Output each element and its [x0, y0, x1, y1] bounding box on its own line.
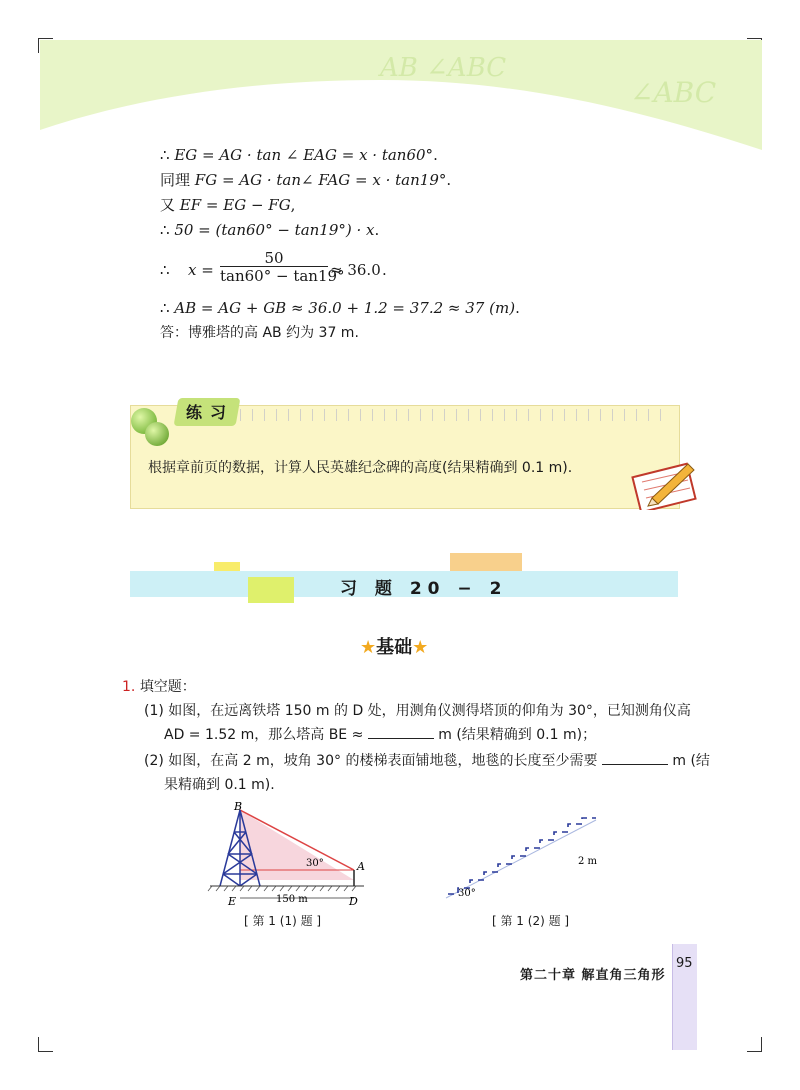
question-1-title: 1. 填空题：: [122, 679, 196, 695]
solution-line-2: 同理 FG = AG · tan∠ FAG = x · tan19°.: [160, 171, 452, 189]
question-number: 1.: [122, 679, 136, 695]
figure-tower: [206, 798, 368, 910]
question-1-part-2-line-1: (2) 如图，在高 2 m，坡角 30° 的楼梯表面铺地毯，地毯的长度至少需要 m (结: [144, 753, 710, 769]
label-D: D: [349, 895, 358, 908]
label-A: A: [357, 860, 365, 873]
question-1-part-2-line-2: 果精确到 0.1 m).: [164, 777, 275, 793]
label-E: E: [228, 895, 237, 908]
figure-2-caption: [ 第 1 (2) 题 ]: [492, 914, 570, 928]
page-number: 95: [676, 956, 693, 971]
ball-icon: [145, 422, 169, 446]
header-watermark-2: ∠ABC: [630, 76, 717, 109]
solution-line-1: ∴ EG = AG · tan ∠ EAG = x · tan60°.: [160, 146, 438, 164]
angle-label: 30°: [458, 888, 476, 899]
header-band: [40, 40, 762, 150]
star-icon: ★: [412, 637, 429, 658]
angle-label: 30°: [306, 858, 324, 869]
basic-heading: ★基础★: [360, 637, 429, 658]
section-title: 习 题 20 − 2: [340, 579, 508, 599]
exercise-text: 根据章前页的数据，计算人民英雄纪念碑的高度(结果精确到 0.1 m).: [148, 460, 573, 476]
label-B: B: [234, 800, 243, 813]
solution-line-6: ∴ AB = AG + GB ≈ 36.0 + 1.2 = 37.2 ≈ 37 (m).: [160, 299, 520, 317]
decor-block: [248, 577, 294, 603]
height-label: 2 m: [578, 856, 598, 867]
answer-line: 答：博雅塔的高 AB 约为 37 m.: [160, 325, 359, 341]
exercise-label: 练习: [186, 403, 235, 422]
crop-mark-bottom-right: [747, 1037, 762, 1052]
exercise-decoration: [240, 409, 670, 421]
star-icon: ★: [360, 637, 377, 658]
question-1-part-1-line-2: AD = 1.52 m，那么塔高 BE ≈ m (结果精确到 0.1 m)；: [164, 727, 597, 743]
solution-line-4: ∴ 50 = (tan60° − tan19°) · x.: [160, 221, 380, 239]
figure-stairs: [440, 814, 610, 904]
answer-blank-2: [602, 752, 668, 765]
fraction: 50 tan60° − tan19°: [220, 249, 345, 285]
answer-blank-1: [368, 726, 434, 739]
notebook-pencil-icon: [628, 460, 704, 510]
decor-block: [450, 553, 522, 571]
crop-mark-bottom-left: [38, 1037, 53, 1052]
header-watermark-1: AB ∠ABC: [380, 53, 507, 83]
distance-label: 150 m: [276, 894, 308, 905]
question-1-part-1-line-1: (1) 如图，在远离铁塔 150 m 的 D 处，用测角仪测得塔顶的仰角为 30°，已知测角仪高: [144, 703, 691, 719]
figure-1-caption: [ 第 1 (1) 题 ]: [244, 914, 322, 928]
chapter-footer: 第二十章 解直角三角形: [520, 968, 666, 983]
solution-line-3: 又 EF = EG − FG,: [160, 196, 296, 214]
